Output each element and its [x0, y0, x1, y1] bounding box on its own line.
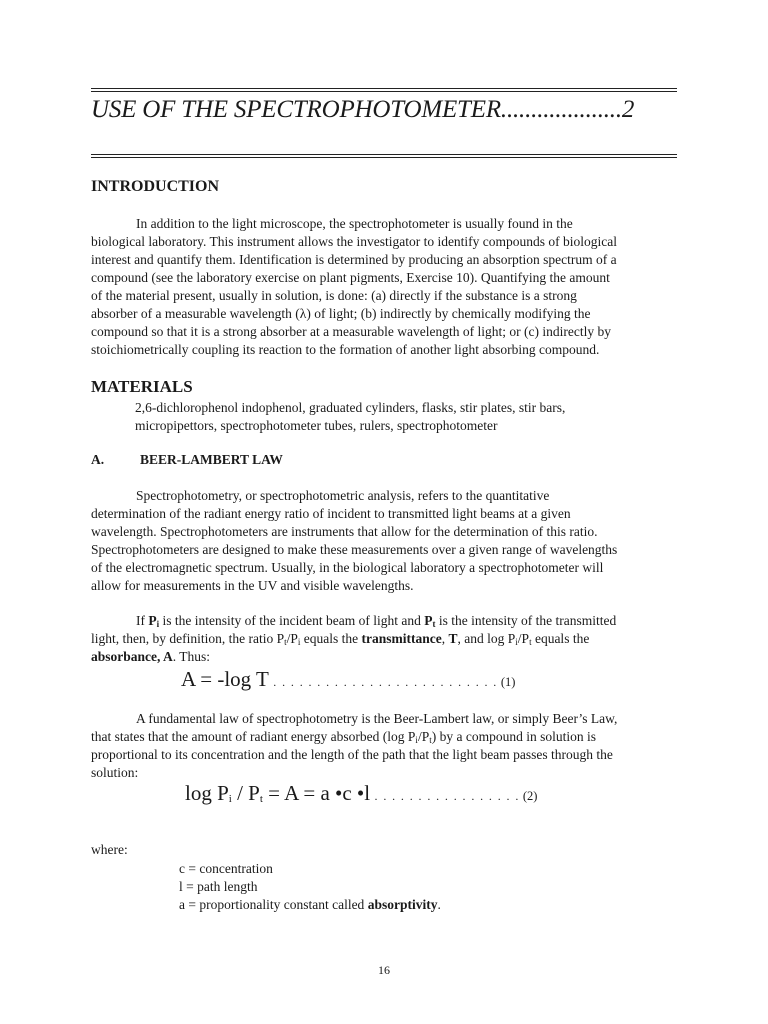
- text-line: proportional to its concentration and the length of the path that the light beam passes through the: [91, 747, 613, 762]
- page-number: 16: [378, 963, 390, 977]
- section-a-label: A.: [91, 452, 105, 467]
- equation-leader-dots: . . . . . . . . . . . . . . . . .: [370, 789, 520, 803]
- text-line: absorbance, A. Thus:: [91, 649, 211, 664]
- definition-concentration: c = concentration: [179, 861, 273, 876]
- term-transmittance: transmittance: [361, 631, 442, 646]
- text-line: wavelength. Spectrophotometers are instruments that allow for the determination of this ratio.: [91, 524, 598, 539]
- text-line: of the material present, usually in solution, is done: (a) directly if the substance is a strong: [91, 288, 577, 303]
- equation-1-formula: A = -log T: [181, 667, 269, 691]
- definition-path-length: l = path length: [179, 879, 258, 894]
- definition-absorptivity: a = proportionality constant called absorptivity.: [179, 897, 441, 912]
- text-line: light, then, by definition, the ratio $P_t/P_i$ equals the transmittance, T, and $\log P_i/P_t$ equals the: [91, 631, 590, 647]
- text-line: stoichiometrically coupling its reaction to the formation of another light absorbing compound.: [91, 342, 600, 357]
- materials-heading: MATERIALS: [91, 377, 193, 396]
- text-line: micropipettors, spectrophotometer tubes, rulers, spectrophotometer: [135, 418, 498, 433]
- text-line: interest and quantify them. Identification is determined by producing an absorption spectrum of a: [91, 252, 617, 267]
- introduction-heading: INTRODUCTION: [91, 178, 220, 195]
- beer-lambert-paragraph-1: [91, 487, 677, 595]
- equation-1-number: (1): [497, 675, 516, 689]
- equation-2-formula: $\log P_i / P_t = A = a$ •c •l: [185, 781, 371, 805]
- text-line: determination of the radiant energy ratio of incident to transmitted light beams at a given: [91, 506, 571, 521]
- beer-lambert-paragraph-3: [91, 710, 677, 782]
- text-line: A fundamental law of spectrophotometry is the Beer-Lambert law, or simply Beer’s Law,: [136, 711, 618, 726]
- text-line: 2,6-dichlorophenol indophenol, graduated cylinders, flasks, stir plates, stir bars,: [135, 400, 566, 415]
- text-line: absorber of a measurable wavelength (λ) of light; (b) indirectly by chemically modifying the: [91, 306, 591, 321]
- text-line: that states that the amount of radiant energy absorbed (log $P_i/P_t$) by a compound in solution is: [91, 729, 596, 745]
- text-line: biological laboratory. This instrument allows the investigator to identify compounds of biological: [91, 234, 618, 249]
- term-absorbance: absorbance, A: [91, 649, 173, 664]
- title-bottom-rule: [91, 154, 677, 158]
- variable-definitions: [179, 860, 441, 914]
- text-line: In addition to the light microscope, the spectrophotometer is usually found in the: [136, 216, 573, 231]
- materials-list: [135, 399, 565, 435]
- text-line: solution:: [91, 765, 139, 780]
- text-line: If $P_i$ is the intensity of the incident beam of light and $P_t$ is the intensity of the transmitted: [136, 613, 617, 629]
- text-line: allow for measurements in the UV and visible wavelengths.: [91, 578, 414, 593]
- text-line: Spectrophotometers are designed to make these measurements over a given range of wavelengths: [91, 542, 618, 557]
- text-line: compound (see the laboratory exercise on plant pigments, Exercise 10). Quantifying the amount: [91, 270, 610, 285]
- text-line: compound so that it is a strong absorber at a measurable wavelength of light; or (c) indirectly by: [91, 324, 611, 339]
- text-line: of the electromagnetic spectrum. Usually, in the biological laboratory a spectrophotometer will: [91, 560, 604, 575]
- page-title: USE OF THE SPECTROPHOTOMETER....................2: [91, 96, 635, 123]
- where-label: where:: [91, 842, 128, 857]
- beer-lambert-paragraph-2: [91, 612, 677, 666]
- equation-2-number: (2): [519, 789, 538, 803]
- equation-1: [181, 667, 515, 692]
- title-top-rule: [91, 88, 677, 92]
- introduction-paragraph: [91, 215, 677, 359]
- section-a-title: BEER-LAMBERT LAW: [140, 452, 283, 467]
- equation-2: [185, 781, 537, 806]
- equation-leader-dots: . . . . . . . . . . . . . . . . . . . . . . . . . .: [268, 675, 498, 689]
- text-line: Spectrophotometry, or spectrophotometric analysis, refers to the quantitative: [136, 488, 550, 503]
